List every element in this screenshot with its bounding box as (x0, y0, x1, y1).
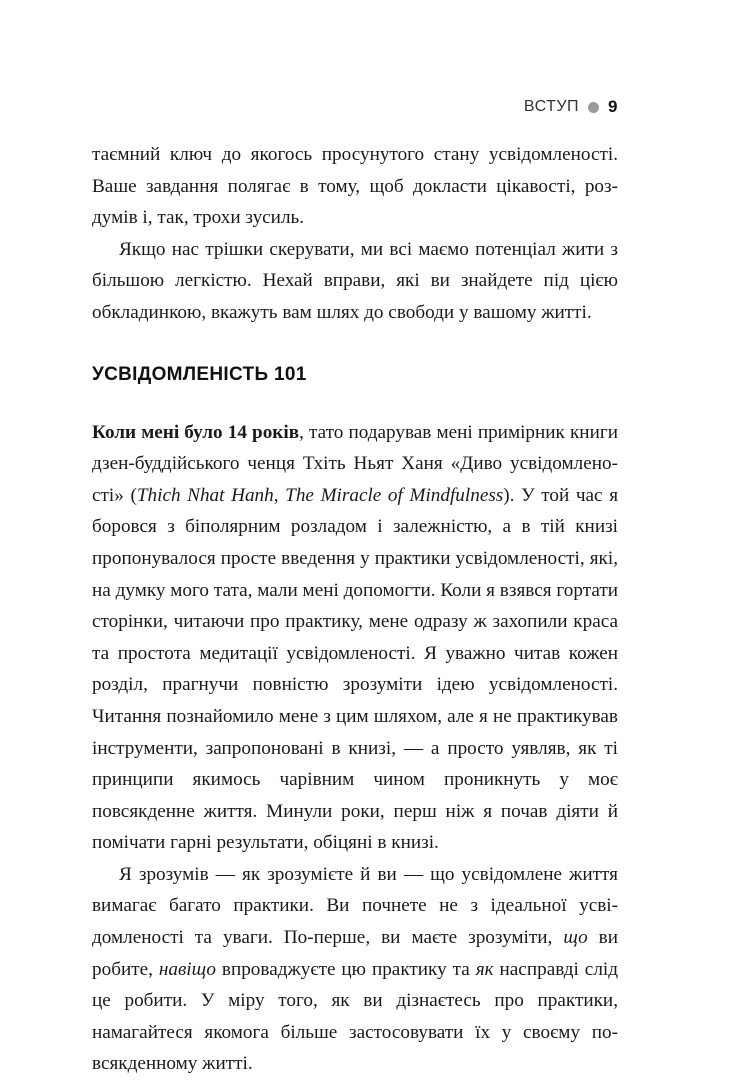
italic-emphasis: як (475, 958, 494, 980)
italic-author-name: Thich Nhat Hanh (136, 484, 274, 506)
paragraph-text: Я зрозумів — як зрозумієте й ви — що усвідомлене життя вимагає багато практики. Ви почнете не з ідеальної усвідомленості та уваги. По-перше, ви маєте зрозуміти, (92, 863, 618, 949)
paragraph-text: ). У той час я боровся з біполярним розладом і залежністю, а в тій книзі пропонувалося просте введення у практики усвідомленості, які, на думку мого тата, мали мені допомогти. Коли я взявся гортати сторінки, читаючи про практику, мене одразу ж захопили краса та простота медитації усвідомленості. Я уважно читав кожен розділ, прагнучи повністю зрозуміти ідею усвідомленості. Читання познайомило мене з цим шляхом, але я не практикував інструменти, запропоновані в книзі, — а просто уявляв, як ті принципи якимось чарівним чином проникнуть у моє повсякденне життя. Минули роки, перш ніж я почав діяти й помічати гарні результати, обіцяні в книзі. (92, 484, 619, 854)
bullet-dot-icon (588, 102, 599, 113)
page-number: 9 (608, 97, 618, 116)
italic-book-title: The Miracle of Mindfulness (285, 484, 504, 506)
running-header (524, 97, 618, 117)
italic-emphasis: що (563, 927, 588, 949)
paragraph-text: ви робите, (92, 927, 619, 980)
section-paragraph-2 (92, 859, 618, 1080)
paragraph-text: насправді слід це робити. У міру того, як ви дізнаєтесь про практики, намагайтеся якомога більше застосовувати їх у своєму повсякденному житті. (92, 958, 618, 1075)
section-paragraph-1 (92, 417, 618, 859)
intro-paragraph-1: таємний ключ до якогось просунутого стану усвідомленості. Ваше завдання полягає в тому, щоб докласти цікавості, роздумів і, так, трохи зусиль. (92, 144, 618, 229)
lead-in-text: Коли мені було 14 років (92, 421, 300, 443)
paragraph-text: , тато подарував мені примірник книги дзен-буддійського ченця Тхіть Ньят Ханя «Диво усвідомленості» ( (92, 421, 618, 506)
section-heading: УСВІДОМЛЕНІСТЬ 101 (92, 363, 307, 385)
intro-paragraph-2: Якщо нас трішки скерувати, ми всі маємо потенціал жити з більшою легкістю. Нехай вправи, які ви знайдете під цією обкладинкою, вкажуть вам шлях до свободи у вашому житті. (92, 238, 618, 323)
running-header-section: ВСТУП (523, 98, 580, 115)
page-body (92, 139, 618, 1080)
paragraph-text: впроваджуєте цю практику та (215, 958, 476, 980)
italic-emphasis: навіщо (158, 958, 216, 980)
paragraph-text: , (273, 484, 286, 506)
